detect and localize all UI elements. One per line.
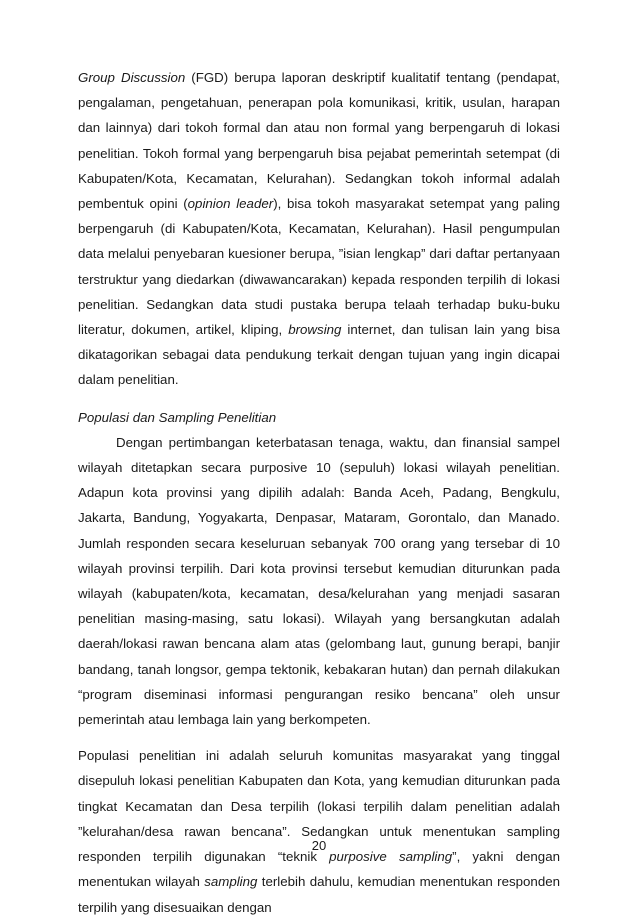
section-heading: Populasi dan Sampling Penelitian xyxy=(78,409,277,425)
page-number: 20 xyxy=(311,838,327,853)
text-run: (FGD) berupa laporan deskriptif kualitatif tentang (pendapat, pengalaman, pengetahuan, penerapan pola komunikasi, kritik, usulan, harapan dan lainnya) dari tokoh formal dan atau non formal yang berpengaruh di lokasi penelitian. Tokoh formal yang berpengaruh bisa pejabat pemerintah setempat (di Kabupaten/Kota, Kecamatan, Kelurahan). Sedangkan tokoh informal adalah pembentuk opini ( xyxy=(78,70,560,212)
paragraph-population xyxy=(78,743,560,919)
paragraph-fgd xyxy=(78,65,560,393)
text-run: terlebih dahulu, kemudian menentukan responden terpilih yang disesuaikan dengan xyxy=(78,874,561,915)
italic-term: sampling xyxy=(204,874,258,890)
italic-term: purposive sampling xyxy=(329,849,453,865)
text-run: Populasi penelitian ini adalah seluruh komunitas masyarakat yang tinggal disepuluh lokasi penelitian Kabupaten dan Kota, yang kemudian diturunkan pada tingkat Kecamatan dan Desa terpilih (lokasi terpilih dalam penelitian adalah ”kelurahan/desa rawan bencana”. Sedangkan untuk menentukan sampling responden terpilih digunakan “teknik xyxy=(78,748,560,865)
text-run: ), bisa tokoh masyarakat setempat yang paling berpengaruh (di Kabupaten/Kota, Kecamatan, Kelurahan). Hasil pengumpulan data melalui penyebaran kuesioner berupa, ”isian lengkap” dari daftar pertanyaan terstruktur yang diedarkan (diwawancarakan) kepada responden terpilih di lokasi penelitian. Sedangkan data studi pustaka berupa telaah terhadap buku-buku literatur, dokumen, artikel, kliping, xyxy=(78,196,561,338)
italic-term: browsing xyxy=(288,322,342,338)
italic-term: opinion leader xyxy=(187,196,274,212)
paragraph-sampling-area: Dengan pertimbangan keterbatasan tenaga, waktu, dan finansial sampel wilayah ditetapkan secara purposive 10 (sepuluh) lokasi wilayah penelitian. Adapun kota provinsi yang dipilih adalah: Banda Aceh, Padang, Bengkulu, Jakarta, Bandung, Yogyakarta, Denpasar, Mataram, Gorontalo, dan Manado. Jumlah responden secara keseluruan sebanyak 700 orang yang tersebar di 10 wilayah provinsi terpilih. Dari kota provinsi tersebut kemudian diturunkan pada wilayah (kabupaten/kota, kecamatan, desa/kelurahan yang menjadi sasaran penelitian masing-masing, satu lokasi). Wilayah yang bersangkutan adalah daerah/lokasi rawan bencana alam atas (gelombang laut, gunung berapi, banjir bandang, tanah longsor, gempa tektonik, kebakaran hutan) dan pernah dilakukan “program diseminasi informasi pengurangan resiko bencana” oleh unsur pemerintah atau lembaga lain yang berkompeten. xyxy=(78,434,560,728)
text-run: ”, yakni dengan menentukan wilayah xyxy=(78,849,560,890)
italic-term: Group Discussion xyxy=(78,70,186,85)
text-run: internet, dan tulisan lain yang bisa dikatagorikan sebagai data pendukung terkait dengan tujuan yang ingin dicapai dalam penelitian. xyxy=(78,322,560,388)
document-body xyxy=(78,65,560,920)
